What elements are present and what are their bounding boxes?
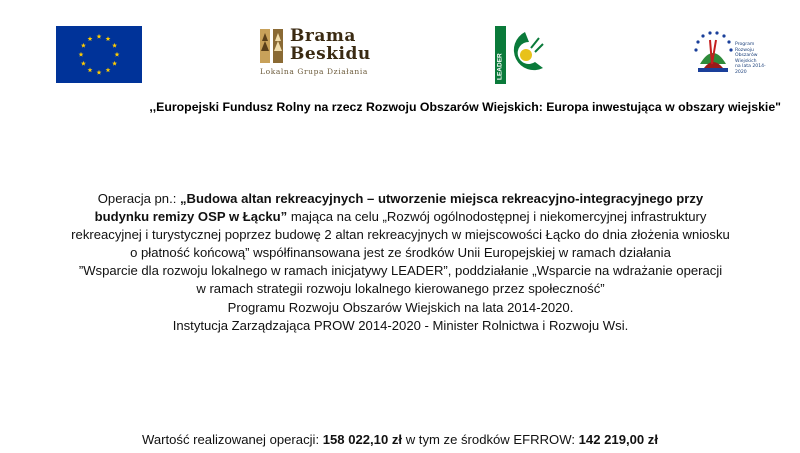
svg-text:LEADER: LEADER — [496, 53, 504, 80]
eu-stars-icon — [56, 26, 142, 83]
prow-caption: Program Rozwoju Obszarów Wiejskich na lata 2014-2020 — [735, 42, 766, 75]
eu-star — [106, 67, 111, 72]
body-line-4: o płatność końcową” współfinansowana jest ze środków Unii Europejskiej w ramach działania — [130, 245, 671, 261]
eu-star — [97, 34, 102, 39]
body-line-5: ”Wsparcie dla rozwoju lokalnego w ramach inicjatywy LEADER”, poddziałanie „Wsparcie na wdrażanie operacji — [78, 263, 723, 279]
body-line-6: w ramach strategii rozwoju lokalnego kierowanego przez społeczność” — [196, 281, 605, 297]
prow-emblem-icon — [690, 28, 736, 78]
body-line-7: Programu Rozwoju Obszarów Wiejskich na lata 2014-2020. — [227, 299, 574, 315]
value-label: Wartość realizowanej operacji: — [142, 432, 323, 447]
eu-flag-logo — [56, 26, 142, 83]
brama-title-line2: Beskidu — [290, 44, 371, 64]
brama-tree-icon — [258, 25, 286, 65]
eu-star — [81, 43, 86, 48]
operation-value — [0, 432, 800, 447]
brama-subtitle: Lokalna Grupa Działania — [260, 67, 368, 76]
body-line-3: rekreacyjnej i turystycznej poprzez budowę 2 altan rekreacyjnych w miejscowości Łącko do dnia złożenia wniosku — [71, 227, 730, 243]
eu-star — [88, 36, 93, 41]
eu-star — [115, 52, 120, 57]
brama-beskidu-logo — [258, 25, 378, 81]
eu-star — [81, 61, 86, 66]
leader-logo — [495, 26, 545, 84]
body-line-2: budynku remizy OSP w Łącku” mająca na celu „Rozwój ogólnodostępnej i niekomercyjnej infrastruktury — [94, 209, 707, 225]
body-line-8: Instytucja Zarządzająca PROW 2014-2020 - Minister Rolnictwa i Rozwoju Wsi. — [172, 317, 629, 333]
value-efrrow: 142 219,00 zł — [578, 432, 658, 447]
eu-star — [112, 61, 117, 66]
eu-star — [106, 36, 111, 41]
operation-description — [28, 190, 773, 335]
value-mid: w tym ze środków EFRROW: — [402, 432, 579, 447]
brama-title-line1: Brama — [290, 26, 356, 46]
eu-star — [88, 67, 93, 72]
eu-star — [79, 52, 84, 57]
prow-logo — [690, 28, 770, 78]
eu-star — [97, 70, 102, 75]
leader-icon — [495, 26, 545, 84]
value-amount: 158 022,10 zł — [322, 432, 403, 447]
body-line-1: Operacja pn.: „Budowa altan rekreacyjnych – utworzenie miejsca rekreacyjno-integracyjnego przy — [97, 191, 704, 206]
fund-headline: ,,Europejski Fundusz Rolny na rzecz Rozwoju Obszarów Wiejskich: Europa inwestująca w obszary wiejskie" — [149, 100, 781, 114]
eu-star — [112, 43, 117, 48]
